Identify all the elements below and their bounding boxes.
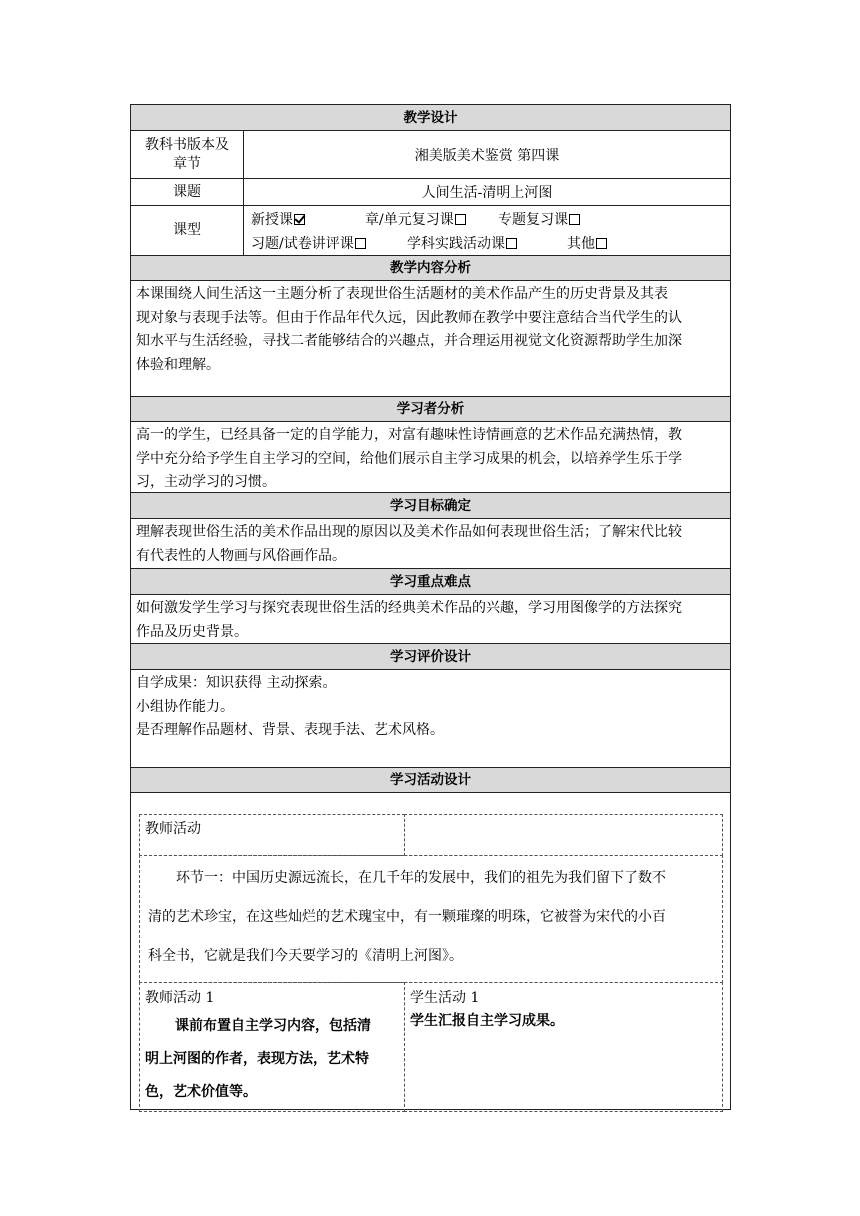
text-line: 本课围绕人间生活这一主题分析了表现世俗生活题材的美术作品产生的历史背景及其表 xyxy=(136,286,668,302)
learner-analysis-band xyxy=(131,397,730,422)
activities-title: 学习活动设计 xyxy=(390,772,471,788)
type-option-new: 新授课 xyxy=(251,209,305,229)
title-band xyxy=(131,105,730,131)
topic-label: 课题 xyxy=(131,179,244,205)
learner-analysis-body xyxy=(131,422,730,493)
checked-box-icon xyxy=(294,214,305,225)
lesson-plan-table xyxy=(130,104,731,1110)
section-one-cell xyxy=(139,855,723,983)
text-line: 理解表现世俗生活的美术作品出现的原因以及美术作品如何表现世俗生活；了解宋代比较 xyxy=(136,524,682,540)
type-label: 课型 xyxy=(131,206,244,255)
objectives-band xyxy=(131,493,730,519)
text-line: 高一的学生，已经具备一定的自学能力，对富有趣味性诗情画意的艺术作品充满热情，教 xyxy=(136,427,682,443)
checkbox-icon xyxy=(596,238,607,249)
type-option-chapter-review: 章/单元复习课 xyxy=(365,209,466,229)
topic-row xyxy=(131,179,730,206)
student-activity-1-text: 学生汇报自主学习成果。 xyxy=(410,1013,564,1029)
text-line: 如何激发学生学习与探究表现世俗生活的经典美术作品的兴趣，学习用图像学的方法探究 xyxy=(136,600,682,616)
text-line: 自学成果：知识获得 主动探索。 xyxy=(136,675,337,691)
content-analysis-title: 教学内容分析 xyxy=(390,260,471,276)
type-option-exercise: 习题/试卷讲评课 xyxy=(251,233,366,253)
key-points-band xyxy=(131,569,730,595)
teacher-activity-header-cell xyxy=(139,814,405,856)
text-line: 作品及历史背景。 xyxy=(136,623,248,640)
text-line: 现对象与表现手法等。但由于作品年代久远，因此教师在教学中要注意结合当代学生的认 xyxy=(136,309,682,326)
checkbox-icon xyxy=(506,238,517,249)
text-line: 明上河图的作者，表现方法，艺术特 xyxy=(145,1051,369,1067)
type-row xyxy=(131,206,730,256)
type-option-other: 其他 xyxy=(567,233,607,253)
type-options xyxy=(244,206,730,255)
edition-label: 教科书版本及章节 xyxy=(131,131,244,178)
edition-row xyxy=(131,131,730,179)
text-line: 习，主动学习的习惯。 xyxy=(136,474,276,490)
content-analysis-band xyxy=(131,256,730,281)
text-line: 科全书，它就是我们今天要学习的《清明上河图》。 xyxy=(148,948,463,964)
activities-band xyxy=(131,768,730,793)
student-activity-1-cell xyxy=(404,982,723,1112)
edition-value: 湘美版美术鉴赏 第四课 xyxy=(414,147,560,164)
text-line: 学中充分给予学生自主学习的空间，给他们展示自主学习成果的机会，以培养学生乐于学 xyxy=(136,450,682,467)
teacher-activity-1-label: 教师活动 1 xyxy=(145,990,215,1006)
text-line: 课前布置自主学习内容，包括清 xyxy=(175,1018,371,1034)
learner-analysis-title: 学习者分析 xyxy=(396,401,465,417)
text-line: 色，艺术价值等。 xyxy=(145,1084,257,1100)
student-activity-1-label: 学生活动 1 xyxy=(410,990,480,1006)
objectives-title: 学习目标确定 xyxy=(390,498,471,514)
text-line: 知水平与生活经验，寻找二者能够结合的兴趣点，并合理运用视觉文化资源帮助学生加深 xyxy=(136,333,682,349)
checkbox-icon xyxy=(569,214,580,225)
checkbox-icon xyxy=(355,238,366,249)
topic-value: 人间生活-清明上河图 xyxy=(421,185,553,201)
type-option-topic-review: 专题复习课 xyxy=(498,209,580,229)
text-line: 有代表性的人物画与风俗画作品。 xyxy=(136,547,346,564)
objectives-body xyxy=(131,519,730,569)
teacher-activity-1-cell xyxy=(139,982,405,1112)
text-line: 小组协作能力。 xyxy=(136,698,234,715)
key-points-body xyxy=(131,595,730,644)
text-line: 清的艺术珍宝，在这些灿烂的艺术瑰宝中，有一颗璀璨的明珠，它被誉为宋代的小百 xyxy=(148,909,666,925)
checkbox-icon xyxy=(455,214,466,225)
student-activity-header-cell xyxy=(404,814,723,856)
content-analysis-body xyxy=(131,281,730,397)
teacher-activity-header: 教师活动 xyxy=(145,821,201,837)
table-title: 教学设计 xyxy=(403,110,458,126)
text-line: 体验和理解。 xyxy=(136,356,220,373)
type-option-practice: 学科实践活动课 xyxy=(407,233,517,253)
text-line: 环节一：中国历史源远流长，在几千年的发展中，我们的祖先为我们留下了数不 xyxy=(176,870,666,886)
text-line: 是否理解作品题材、背景、表现手法、艺术风格。 xyxy=(136,722,444,738)
evaluation-title: 学习评价设计 xyxy=(390,649,471,665)
evaluation-band xyxy=(131,644,730,670)
evaluation-body xyxy=(131,670,730,768)
key-points-title: 学习重点难点 xyxy=(390,574,471,590)
